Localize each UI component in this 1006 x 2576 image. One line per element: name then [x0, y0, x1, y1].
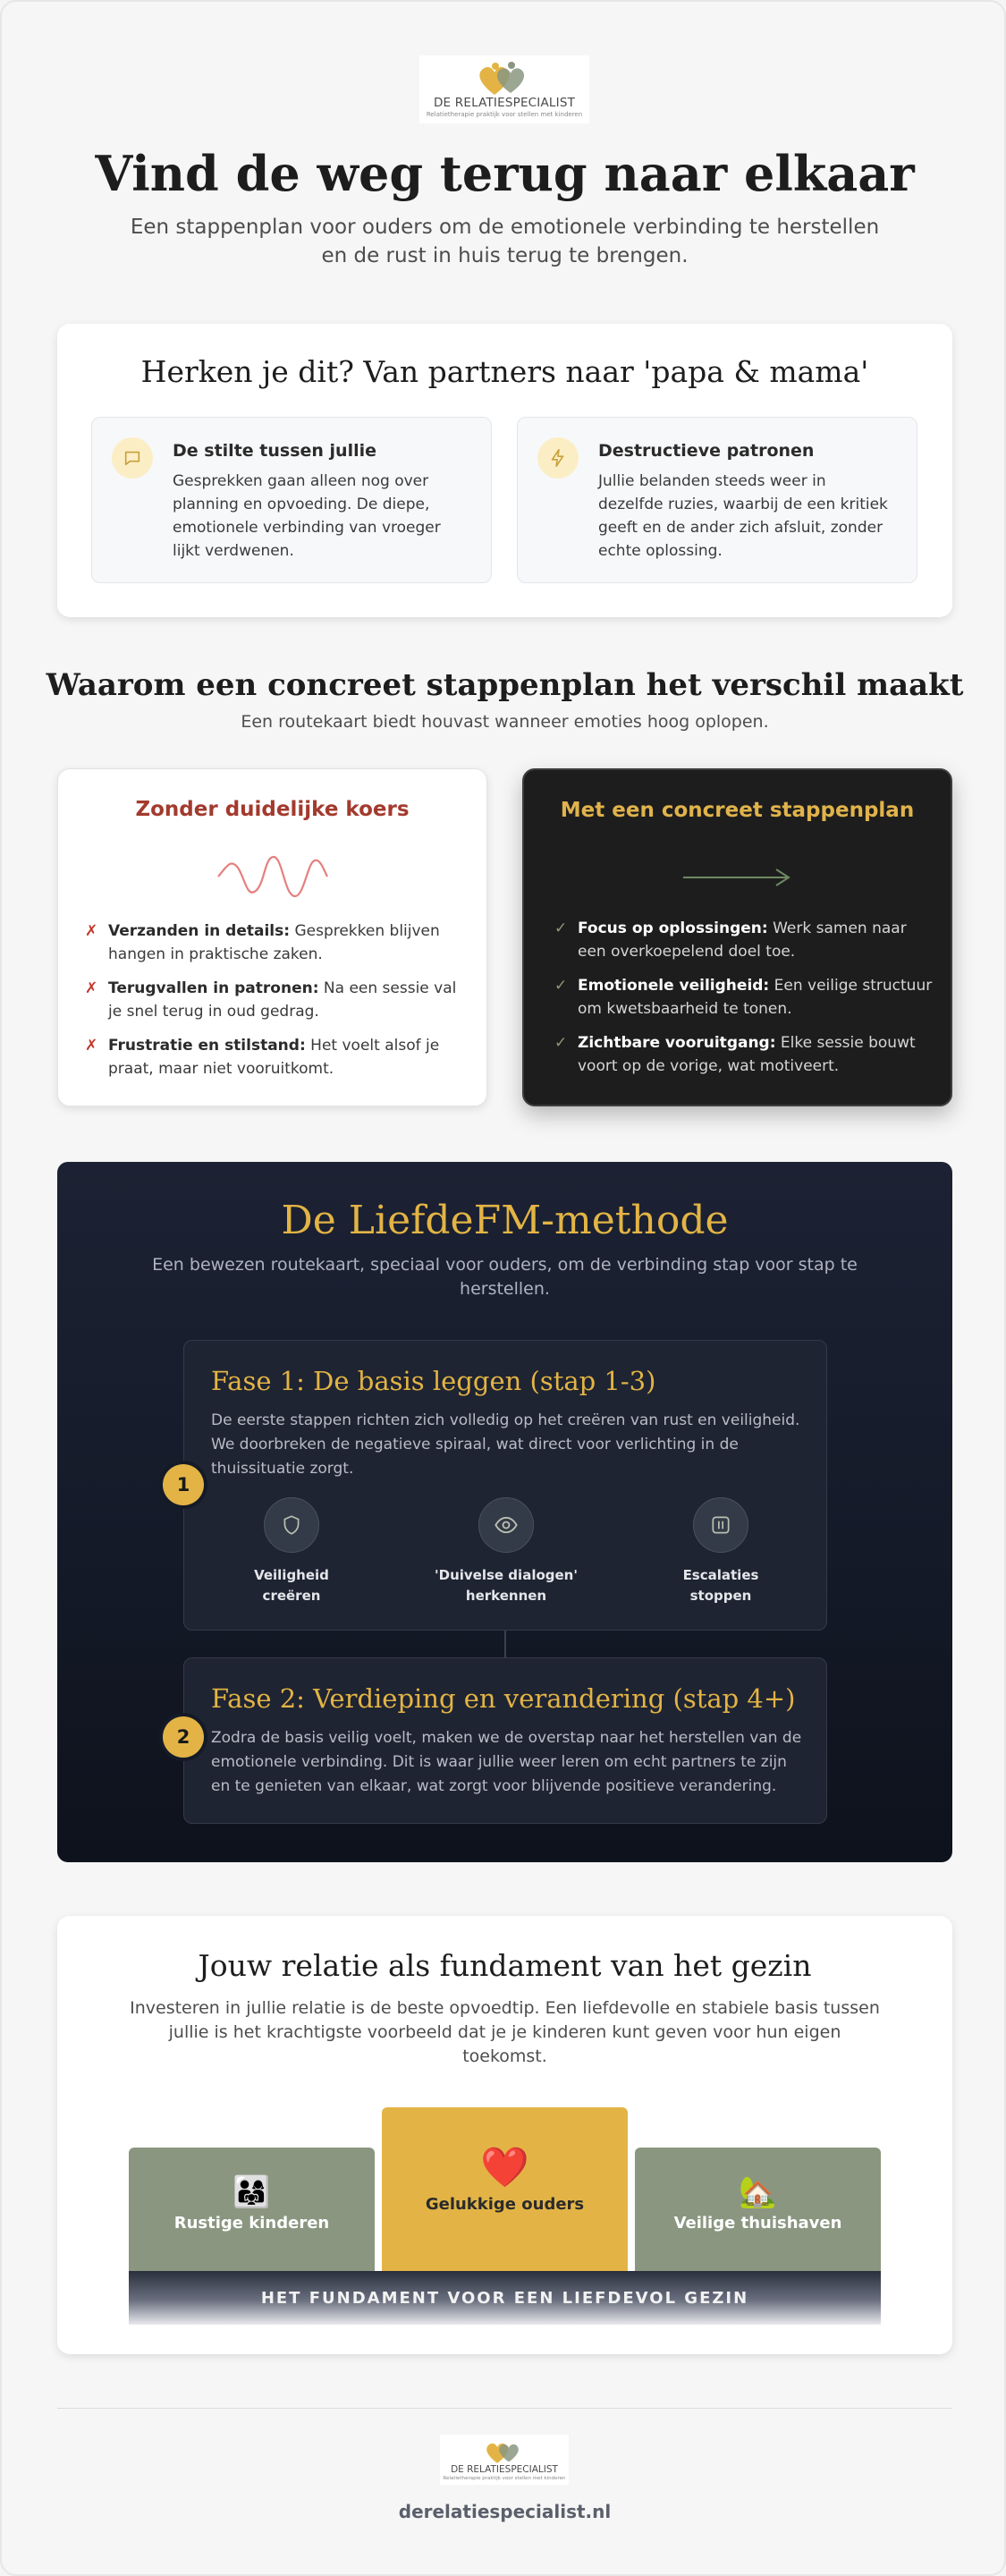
- foundation-section: [57, 1916, 952, 2354]
- check-icon: ✓: [554, 1034, 568, 1052]
- brand-logo[interactable]: [419, 55, 589, 123]
- phase-number-badge: 2: [163, 1716, 204, 1758]
- with-plan-list: [553, 917, 937, 1089]
- house-icon: 🏡: [739, 2174, 777, 2210]
- without-plan-list: [83, 919, 468, 1091]
- eye-icon: [478, 1497, 534, 1553]
- step-safety: [211, 1497, 372, 1606]
- cross-icon: ✗: [85, 1037, 98, 1055]
- foundation-base: HET FUNDAMENT VOOR EEN LIEFDEVOL GEZIN: [129, 2271, 881, 2325]
- brand-name: DE RELATIESPECIALIST: [451, 2464, 558, 2475]
- method-section: [57, 1162, 952, 1862]
- phase-card-1: [183, 1340, 827, 1631]
- family-icon: 👨‍👩‍👧: [232, 2174, 271, 2210]
- list-item: ✗ Terugvallen in patronen: Na een sessie val je snel terug in oud gedrag.: [83, 977, 468, 1023]
- footer-logo[interactable]: [440, 2435, 569, 2485]
- cross-icon: ✗: [85, 922, 98, 940]
- shield-icon: [264, 1497, 319, 1553]
- problem-title: De stilte tussen jullie: [173, 441, 376, 461]
- pillar-happy-parents: [382, 2107, 628, 2282]
- brand-tagline: Relatietherapie praktijk voor stellen met kinderen: [426, 111, 583, 118]
- phase-title: Fase 1: De basis leggen (stap 1-3): [211, 1366, 656, 1396]
- cross-icon: ✗: [85, 979, 98, 997]
- step-recognize-dialogues: [426, 1497, 587, 1606]
- phase-text: Zodra de basis veilig voelt, maken we de overstap naar het herstellen van de emotionele verbinding. Dit is waar jullie weer leren om echt partners te zijn en te genieten van elkaar, wat zorgt voor blijvende positieve verandering.: [211, 1729, 802, 1795]
- without-plan-title: Zonder duidelijke koers: [135, 798, 410, 821]
- foundation-title: Jouw relatie als fundament van het gezin: [198, 1948, 812, 1983]
- step-label: Veiligheid creëren: [254, 1567, 329, 1604]
- brand-name: DE RELATIESPECIALIST: [433, 96, 576, 110]
- hearts-logo-icon: [482, 2437, 527, 2466]
- compare-subtitle: Een routekaart biedt houvast wanneer emoties hoog oplopen.: [241, 712, 769, 732]
- problem-card-patterns: [517, 417, 917, 583]
- problem-text: Gesprekken gaan alleen nog over planning en opvoeding. De diepe, emotionele verbinding van vroeger lijkt verdwenen.: [173, 472, 441, 560]
- pause-icon: [693, 1497, 748, 1553]
- phase-card-2: [183, 1657, 827, 1824]
- list-item: ✓ Focus op oplossingen: Werk samen naar een overkoepelend doel toe.: [553, 917, 937, 963]
- problem-card-silence: [91, 417, 492, 583]
- phase-text: De eerste stappen richten zich volledig op het creëren van rust en veiligheid. We doorbreken de negatieve spiraal, wat direct voor verlichting in de thuissituatie zorgt.: [211, 1411, 800, 1478]
- brand-tagline: Relatietherapie praktijk voor stellen met kinderen: [443, 2476, 566, 2481]
- method-intro: Een bewezen routekaart, speciaal voor ouders, om de verbinding stap voor stap te herstellen.: [152, 1255, 858, 1299]
- compare-title: Waarom een concreet stappenplan het verschil maakt: [46, 667, 964, 703]
- hero-title: Vind de weg terug naar elkaar: [95, 145, 915, 202]
- hero-subtitle: Een stappenplan voor ouders om de emotionele verbinding te herstellen en de rust in huis terug te brengen.: [130, 216, 880, 267]
- check-icon: ✓: [554, 977, 568, 995]
- list-item: ✗ Verzanden in details: Gesprekken blijven hangen in praktische zaken.: [83, 919, 468, 966]
- chat-bubble-icon: [112, 437, 153, 479]
- foundation-text: Investeren in jullie relatie is de beste opvoedtip. Een liefdevolle en stabiele basis tussen jullie is het krachtigste voorbeeld dat je je kinderen kunt geven voor hun eigen toekomst.: [130, 1998, 880, 2066]
- with-plan-title: Met een concreet stappenplan: [560, 799, 915, 822]
- footer-url-link[interactable]: derelatiespecialist.nl: [398, 2501, 612, 2522]
- step-label: Escalaties stoppen: [682, 1567, 759, 1604]
- check-icon: ✓: [554, 919, 568, 937]
- step-stop-escalations: [640, 1497, 801, 1606]
- without-plan-card: [57, 768, 487, 1106]
- pillar-calm-children: [129, 2148, 375, 2282]
- arrow-right-icon: [524, 865, 951, 890]
- footer-divider: [57, 2408, 952, 2409]
- pillar-safe-home: [635, 2148, 881, 2282]
- pillar-label: Gelukkige ouders: [425, 2195, 585, 2214]
- with-plan-card: [522, 768, 952, 1106]
- problem-title: Destructieve patronen: [598, 441, 815, 461]
- hearts-logo-icon: [473, 59, 536, 98]
- problem-text: Jullie belanden steeds weer in dezelfde ruzies, waarbij de een kritiek geeft en de ander zich afsluit, zonder echte oplossing.: [598, 472, 888, 560]
- heart-icon: ❤️: [480, 2145, 529, 2190]
- phase-title: Fase 2: Verdieping en verandering (stap 4+): [211, 1683, 796, 1714]
- lightning-icon: [537, 437, 579, 479]
- step-label: 'Duivelse dialogen' herkennen: [435, 1567, 578, 1604]
- pillar-label: Veilige thuishaven: [673, 2214, 842, 2233]
- pillar-label: Rustige kinderen: [173, 2214, 330, 2233]
- recognize-title: Herken je dit? Van partners naar 'papa & mama': [140, 354, 869, 389]
- list-item: ✗ Frustratie en stilstand: Het voelt alsof je praat, maar niet vooruitkomt.: [83, 1034, 468, 1080]
- list-item: ✓ Zichtbare vooruitgang: Elke sessie bouwt voort op de vorige, wat motiveert.: [553, 1031, 937, 1078]
- list-item: ✓ Emotionele veiligheid: Een veilige structuur om kwetsbaarheid te tonen.: [553, 974, 937, 1021]
- recognize-section: [57, 324, 952, 617]
- chaos-wave-icon: [58, 850, 486, 903]
- method-title: De LiefdeFM-methode: [281, 1198, 729, 1243]
- phase-number-badge: 1: [163, 1464, 204, 1505]
